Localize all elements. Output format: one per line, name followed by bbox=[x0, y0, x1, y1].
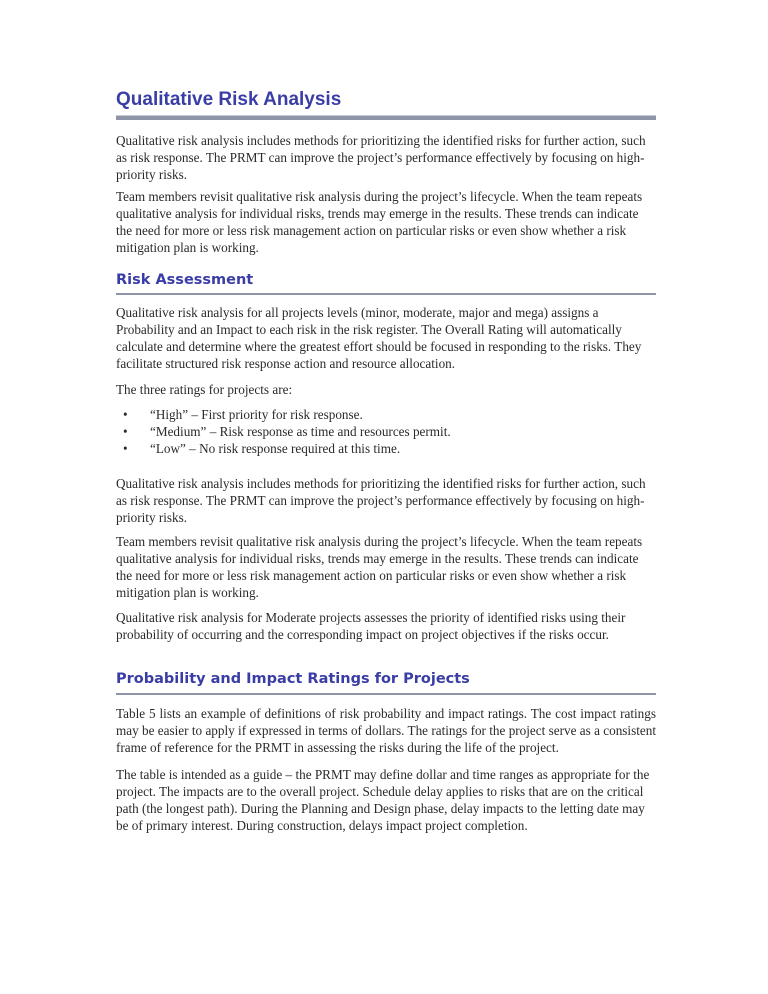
bullet-icon: • bbox=[123, 407, 128, 422]
rating-item-medium: • “Medium” – Risk response as time and resources permit. bbox=[123, 424, 451, 439]
page-title: Qualitative Risk Analysis bbox=[116, 89, 342, 110]
intro-paragraph-2: Team members revisit qualitative risk analysis during the project’s lifecycle. When the team repeats qualitative analysis for individual risks, trends may emerge in the results. These trends can indicate the need for more or less risk management action on particular risks or even show whether a risk mitigation plan is working. bbox=[116, 189, 643, 255]
bullet-icon: • bbox=[123, 424, 128, 439]
probability-impact-paragraph-1: Table 5 lists an example of definitions of risk probability and impact ratings. The cost impact ratings may be easier to apply if expressed in terms of dollars. The ratings for the project serve as a consistent frame of reference for the PRMT in assessing the risks during the life of the project. bbox=[116, 706, 656, 755]
risk-assessment-paragraph-1: Qualitative risk analysis for all projects levels (minor, moderate, major and mega) assigns a Probability and an Impact to each risk in the risk register. The Overall Rating will automatically calculate and determine where the greatest effort should be focused in responding to the risks. They facilitate structured risk response action and resource allocation. bbox=[116, 305, 642, 371]
title-divider bbox=[116, 115, 656, 120]
bullet-icon: • bbox=[123, 441, 128, 456]
risk-assessment-paragraph-2: Qualitative risk analysis includes methods for prioritizing the identified risks for further action, such as risk response. The PRMT can improve the project’s performance effectively by focusing on high-priority risks. bbox=[116, 476, 646, 525]
intro-paragraph-1: Qualitative risk analysis includes methods for prioritizing the identified risks for further action, such as risk response. The PRMT can improve the project’s performance effectively by focusing on high-priority risks. bbox=[116, 133, 646, 182]
risk-assessment-paragraph-3: Team members revisit qualitative risk analysis during the project’s lifecycle. When the team repeats qualitative analysis for individual risks, trends may emerge in the results. These trends can indicate the need for more or less risk management action on particular risks or even show whether a risk mitigation plan is working. bbox=[116, 534, 643, 600]
section-divider bbox=[116, 693, 656, 695]
risk-assessment-paragraph-4: Qualitative risk analysis for Moderate projects assesses the priority of identified risks using their probability of occurring and the corresponding impact on project objectives if the risks occur. bbox=[116, 610, 626, 642]
rating-item-low: • “Low” – No risk response required at this time. bbox=[123, 441, 401, 456]
section-heading-probability-impact: Probability and Impact Ratings for Projects bbox=[116, 671, 470, 687]
probability-impact-paragraph-2: The table is intended as a guide – the PRMT may define dollar and time ranges as appropriate for the project. The impacts are to the overall project. Schedule delay applies to risks that are on the critical path (the longest path). During the Planning and Design phase, delay impacts to the letting date may be of primary interest. During construction, delays impact project completion. bbox=[116, 767, 650, 833]
rating-item-high: • “High” – First priority for risk response. bbox=[123, 407, 363, 422]
ratings-intro: The three ratings for projects are: bbox=[116, 382, 293, 397]
ratings-list bbox=[116, 406, 656, 457]
section-heading-risk-assessment: Risk Assessment bbox=[116, 272, 254, 288]
section-divider bbox=[116, 293, 656, 295]
